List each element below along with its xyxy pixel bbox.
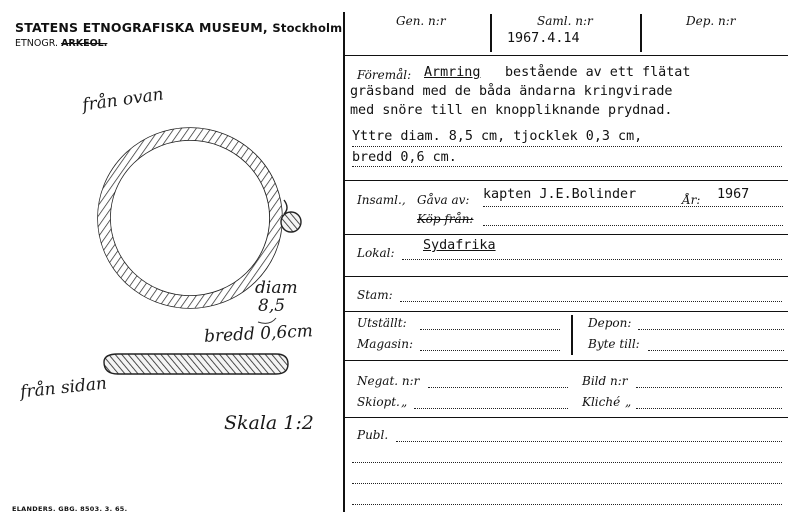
saml-number-label: Saml. n:r [537,14,593,28]
department-prefix: ETNOGR. [15,38,59,49]
description-line-2: gräsband med de båda ändarna kringvirade [350,84,673,99]
locality-dotline [402,259,782,260]
cliche-label: Kliché [582,395,621,409]
header-divider-1 [490,14,492,52]
donor-value: kapten J.E.Bolinder [483,187,637,202]
store-label: Magasin: [357,337,414,351]
negative-dotline [428,387,568,388]
storage-divider [571,315,573,355]
sketch-ditto: „ [401,395,408,409]
image-label: Bild n:r [582,374,628,388]
bracelet-sketch [0,0,345,526]
museum-city: Stockholm [272,21,343,35]
locality-bottom-rule [345,276,788,277]
note-width: bredd 0,6cm [203,321,314,347]
department-struck: ARKEOL. [61,38,108,49]
description-line-1: bestående av ett flätat [505,65,691,80]
locality-label: Lokal: [357,246,395,260]
description-line-3: med snöre till en knoppliknande prydnad. [350,103,673,118]
description-bottom-rule [345,180,788,181]
exchange-dotline [648,350,784,351]
description-line-4: Yttre diam. 8,5 cm, tjocklek 0,3 cm, [352,129,643,144]
tribe-label: Stam: [357,288,393,302]
card-divider [343,12,345,512]
publ-dotline-1 [396,441,782,442]
tribe-dotline [400,301,782,302]
cliche-dotline [636,408,782,409]
ring-inner [110,140,270,296]
storage-bottom-rule [345,360,788,361]
description-dotline-1 [352,146,782,147]
note-from-side: från sidan [19,373,108,403]
knob-stem [284,200,287,214]
note-diameter-value: 8,5 [258,296,286,316]
gift-dotline [483,206,783,207]
publ-dotline-3 [352,483,782,484]
purchase-dotline [483,225,783,226]
locality-value: Sydafrika [423,238,496,253]
negative-label: Negat. n:r [357,374,420,388]
object-name: Armring [424,65,481,80]
side-view [104,354,288,374]
year-value: 1967 [717,187,750,202]
photo-bottom-rule [345,417,788,418]
knob [281,212,301,232]
printer-line: ELANDERS. GBG. 8503. 3. 65. [12,505,128,513]
tribe-bottom-rule [345,311,788,312]
museum-name: STATENS ETNOGRAFISKA MUSEUM, [15,20,268,35]
description-dotline-2 [352,166,782,167]
exchange-label: Byte till: [588,337,640,351]
object-label: Föremål: [357,68,412,82]
year-label: År: [682,193,701,207]
image-dotline [636,387,782,388]
dep-number-label: Dep. n:r [686,14,736,28]
description-line-5: bredd 0,6 cm. [352,150,457,165]
sketch-dotline [414,408,568,409]
publ-dotline-4 [352,504,782,505]
note-from-above: från ovan [81,84,165,116]
exhibited-dotline [420,329,560,330]
depot-label: Depon: [588,316,632,330]
saml-number-value: 1967.4.14 [507,31,580,46]
note-scale: Skala 1:2 [224,412,314,434]
exhibited-label: Utställt: [357,316,407,330]
collected-label: Insaml., [357,193,406,207]
publ-dotline-2 [352,462,782,463]
store-dotline [420,350,560,351]
purchase-label: Köp från: [417,212,474,226]
sketch-label: Skiopt. [357,395,400,409]
cliche-ditto: „ [625,395,632,409]
header-bottom-rule [345,55,788,56]
depot-dotline [638,329,784,330]
gift-label: Gåva av: [417,193,470,207]
note-diameter-label: diam [255,278,298,298]
publ-label: Publ. [357,428,389,442]
header-divider-2 [640,14,642,52]
gen-number-label: Gen. n:r [396,14,446,28]
acquisition-bottom-rule [345,234,788,235]
